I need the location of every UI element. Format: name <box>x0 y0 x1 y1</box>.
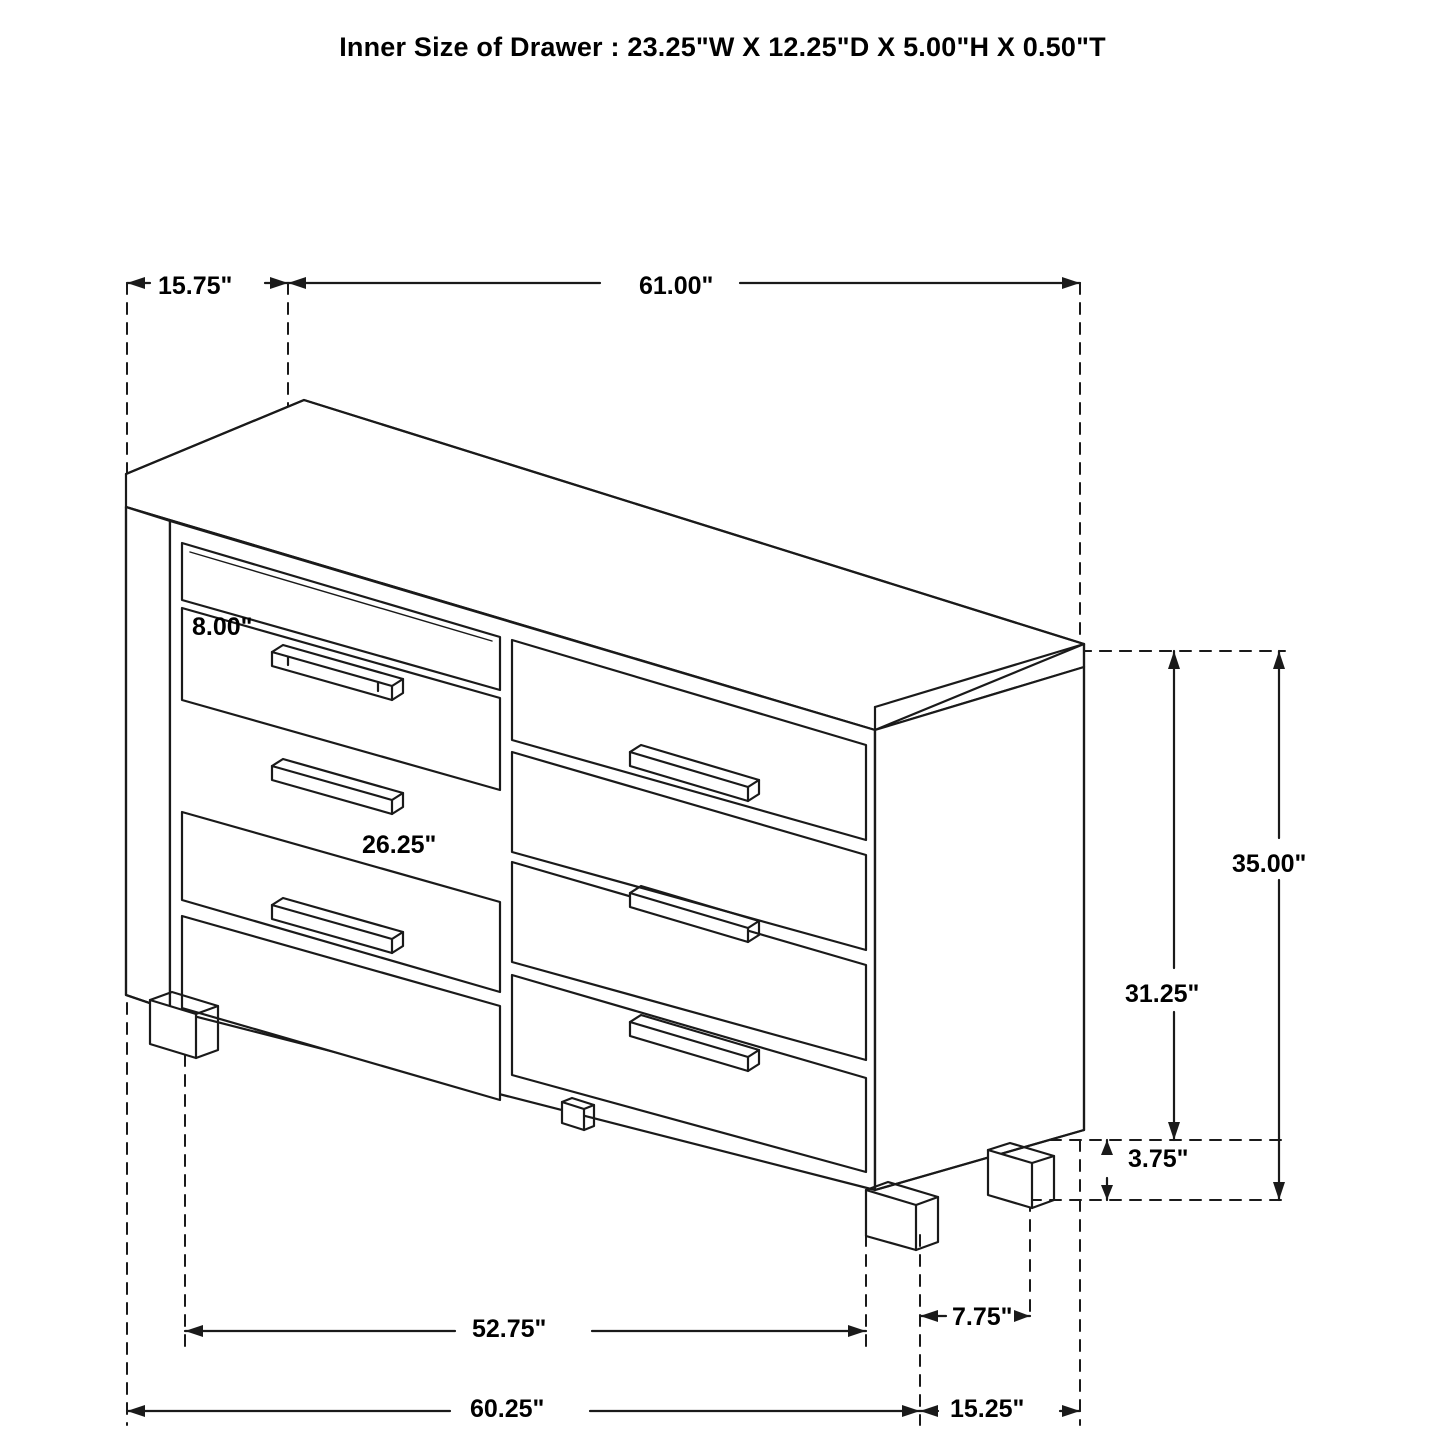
arrow-depth-top-left <box>127 277 145 289</box>
dresser-left-side <box>126 507 170 1010</box>
dim-label-leg-depth: 7.75" <box>952 1303 1013 1331</box>
diagram-title: Inner Size of Drawer : 23.25"W X 12.25"D X 5.00"H X 0.50"T <box>339 32 1106 62</box>
arrow-totalh-top <box>1273 651 1285 669</box>
arrow-basew-left <box>185 1325 203 1337</box>
dim-label-leg-height: 3.75" <box>1128 1145 1189 1173</box>
dim-label-base-depth: 15.25" <box>950 1395 1025 1423</box>
dim-label-depth-top: 15.75" <box>158 272 233 300</box>
arrow-depth-top-right <box>270 277 288 289</box>
arrow-based-right <box>1062 1405 1080 1417</box>
arrow-totalh-bottom <box>1273 1182 1285 1200</box>
leg-front-right <box>866 1182 938 1250</box>
dim-label-overall-width: 60.25" <box>470 1395 545 1423</box>
dim-label-drawer-width: 26.25" <box>362 831 437 859</box>
arrow-legh-bottom <box>1101 1185 1113 1200</box>
dresser-right-side <box>875 667 1084 1190</box>
dim-label-body-height: 31.25" <box>1125 980 1200 1008</box>
arrow-basew-right <box>848 1325 866 1337</box>
arrow-overallw-left <box>127 1405 145 1417</box>
arrow-overallw-right <box>902 1405 920 1417</box>
dim-label-drawer-height: 8.00" <box>192 613 253 641</box>
arrow-based-left <box>920 1405 938 1417</box>
arrow-legd-left <box>920 1310 938 1322</box>
dim-label-base-width: 52.75" <box>472 1315 547 1343</box>
dim-label-total-height: 35.00" <box>1232 850 1307 878</box>
arrow-bodyh-bottom <box>1168 1122 1180 1140</box>
arrow-legh-top <box>1101 1140 1113 1155</box>
dim-label-width-top: 61.00" <box>639 272 714 300</box>
arrow-width-top-left <box>288 277 306 289</box>
arrow-legd-right <box>1014 1310 1030 1322</box>
arrow-width-top-right <box>1062 277 1080 289</box>
arrow-bodyh-top <box>1168 651 1180 669</box>
leg-back-right <box>988 1143 1054 1208</box>
